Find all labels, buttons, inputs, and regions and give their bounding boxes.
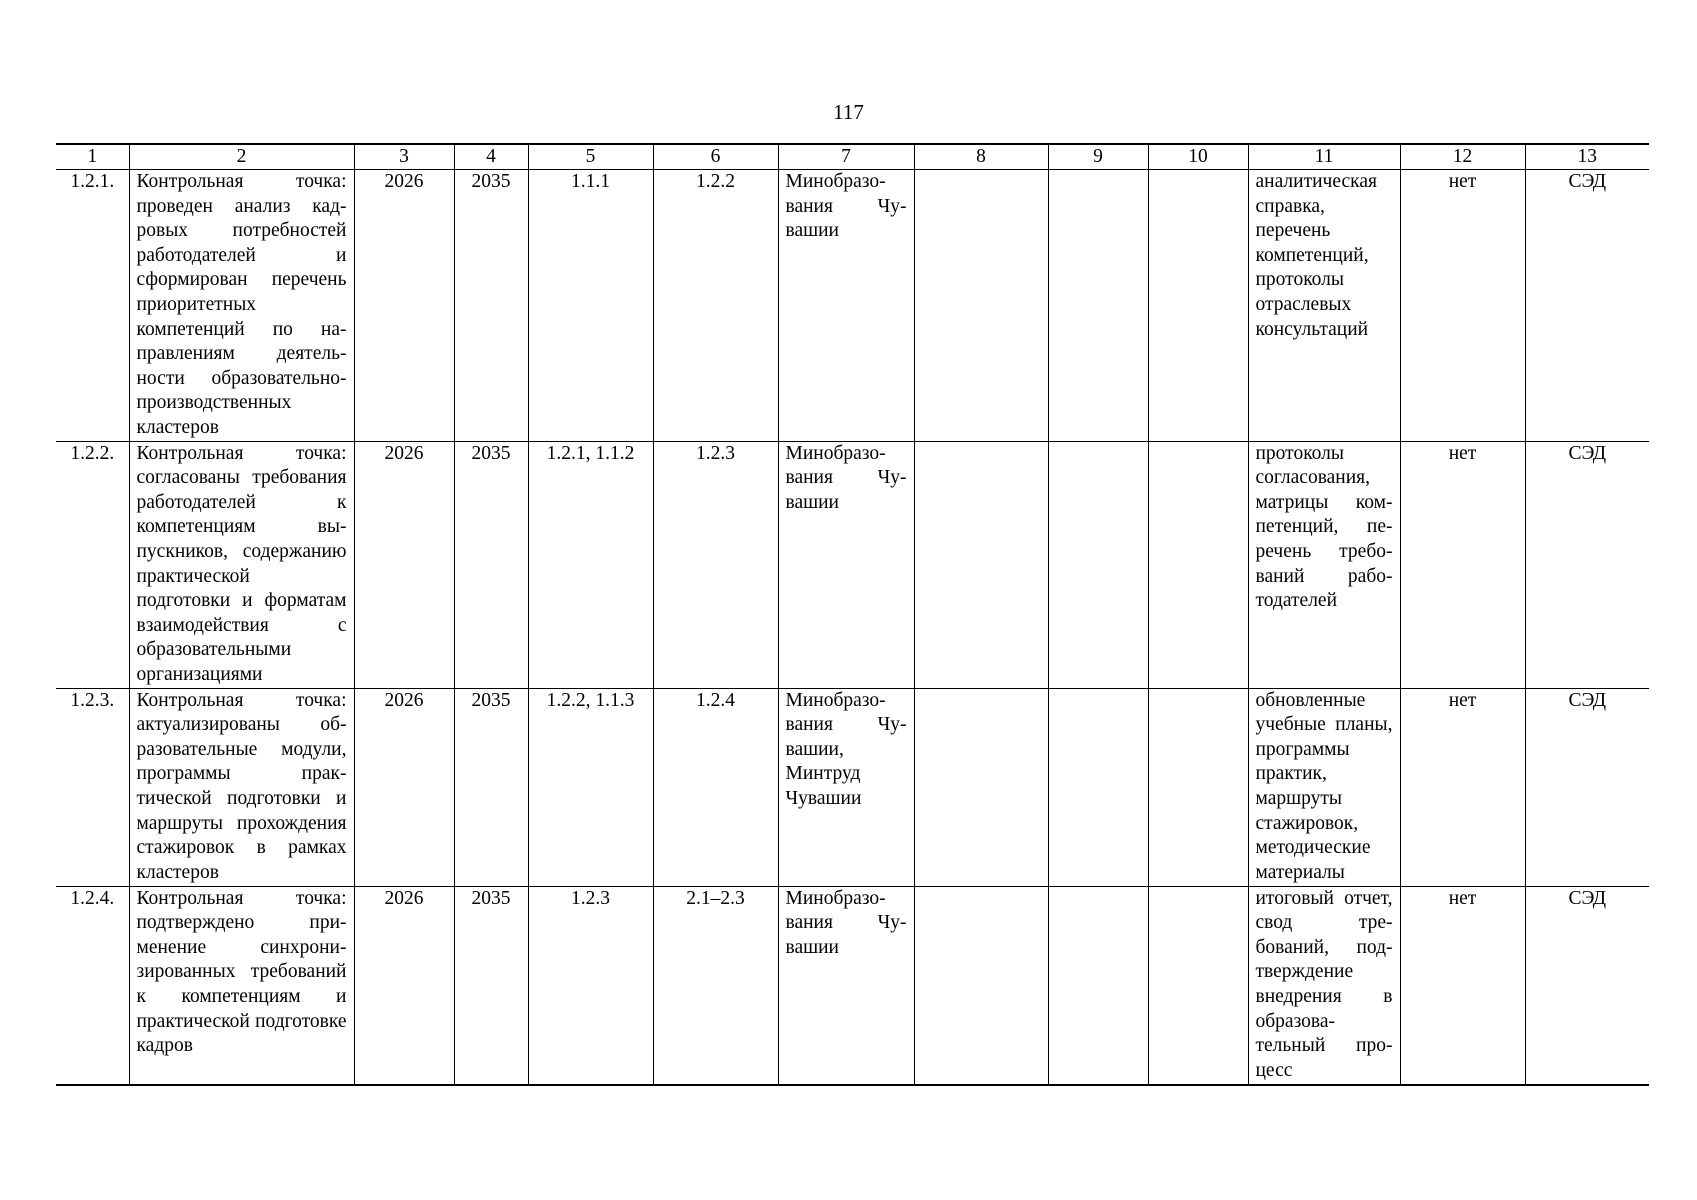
control-point-name: Контрольная точка: подтверждено применение синхронизированных требований к компетенциям и практической подготовке кадров xyxy=(129,886,354,1085)
control-point-name: Контрольная точка: согласованы требования работодателей к компетенциям выпускников, содержанию практической подготовки и форматам взаимодействия с образовательными организациями xyxy=(129,441,354,688)
result-document: обновленные учебные планы, программы практик, маршруты стажировок, методические материалы xyxy=(1248,688,1400,886)
column-8-cell xyxy=(914,170,1048,442)
column-8-cell xyxy=(914,886,1048,1085)
column-9-cell xyxy=(1048,886,1148,1085)
header-cell: 6 xyxy=(653,144,778,170)
row-number: 1.2.3. xyxy=(56,688,129,886)
column-12-cell: нет xyxy=(1400,441,1525,688)
header-cell: 13 xyxy=(1525,144,1649,170)
responsible: Минобразования Чувашии xyxy=(778,886,914,1085)
table-row xyxy=(56,688,1649,886)
header-cell: 1 xyxy=(56,144,129,170)
end-year: 2035 xyxy=(454,170,528,442)
row-number: 1.2.4. xyxy=(56,886,129,1085)
header-cell: 4 xyxy=(454,144,528,170)
start-year: 2026 xyxy=(354,688,454,886)
end-year: 2035 xyxy=(454,688,528,886)
table-row xyxy=(56,441,1649,688)
header-cell: 7 xyxy=(778,144,914,170)
column-10-cell xyxy=(1148,886,1248,1085)
predecessor: 1.2.3 xyxy=(528,886,653,1085)
column-12-cell: нет xyxy=(1400,886,1525,1085)
column-10-cell xyxy=(1148,441,1248,688)
header-cell: 3 xyxy=(354,144,454,170)
header-cell: 12 xyxy=(1400,144,1525,170)
column-13-cell: СЭД xyxy=(1525,441,1649,688)
column-8-cell xyxy=(914,441,1048,688)
control-point-name: Контрольная точка: проведен анализ кадровых потребностей работодателей и сформирован перечень приоритетных компетенций по направлениям деятельности образовательно-производственных кластеров xyxy=(129,170,354,442)
result-document: аналитическая справка, перечень компетенций, протоколы отраслевых консультаций xyxy=(1248,170,1400,442)
header-cell: 10 xyxy=(1148,144,1248,170)
predecessor: 1.2.1, 1.1.2 xyxy=(528,441,653,688)
successor: 1.2.4 xyxy=(653,688,778,886)
successor: 2.1–2.3 xyxy=(653,886,778,1085)
table-row xyxy=(56,170,1649,442)
header-row xyxy=(56,144,1649,170)
end-year: 2035 xyxy=(454,886,528,1085)
responsible: Минобразования Чувашии xyxy=(778,170,914,442)
column-9-cell xyxy=(1048,441,1148,688)
page-number: 117 xyxy=(833,100,864,124)
header-cell: 5 xyxy=(528,144,653,170)
start-year: 2026 xyxy=(354,886,454,1085)
header-cell: 2 xyxy=(129,144,354,170)
column-12-cell: нет xyxy=(1400,688,1525,886)
header-cell: 11 xyxy=(1248,144,1400,170)
start-year: 2026 xyxy=(354,441,454,688)
successor: 1.2.2 xyxy=(653,170,778,442)
result-document: итоговый отчет, свод требований, подтверждение внедрения в образовательный процесс xyxy=(1248,886,1400,1085)
row-number: 1.2.1. xyxy=(56,170,129,442)
end-year: 2035 xyxy=(454,441,528,688)
column-13-cell: СЭД xyxy=(1525,886,1649,1085)
control-points-table xyxy=(56,143,1649,1086)
predecessor: 1.2.2, 1.1.3 xyxy=(528,688,653,886)
control-point-name: Контрольная точка: актуализированы образовательные модули, программы практической подготовки и маршруты прохождения стажировок в рамках кластеров xyxy=(129,688,354,886)
column-10-cell xyxy=(1148,170,1248,442)
responsible: Минобразования Чувашии xyxy=(778,441,914,688)
column-8-cell xyxy=(914,688,1048,886)
column-13-cell: СЭД xyxy=(1525,170,1649,442)
responsible: Минобразования Чувашии, Минтруд Чувашии xyxy=(778,688,914,886)
successor: 1.2.3 xyxy=(653,441,778,688)
column-13-cell: СЭД xyxy=(1525,688,1649,886)
column-12-cell: нет xyxy=(1400,170,1525,442)
column-9-cell xyxy=(1048,688,1148,886)
start-year: 2026 xyxy=(354,170,454,442)
result-document: протоколы согласования, матрицы компетенций, перечень требований работодателей xyxy=(1248,441,1400,688)
column-9-cell xyxy=(1048,170,1148,442)
row-number: 1.2.2. xyxy=(56,441,129,688)
header-cell: 8 xyxy=(914,144,1048,170)
column-10-cell xyxy=(1148,688,1248,886)
header-cell: 9 xyxy=(1048,144,1148,170)
table-row xyxy=(56,886,1649,1085)
predecessor: 1.1.1 xyxy=(528,170,653,442)
